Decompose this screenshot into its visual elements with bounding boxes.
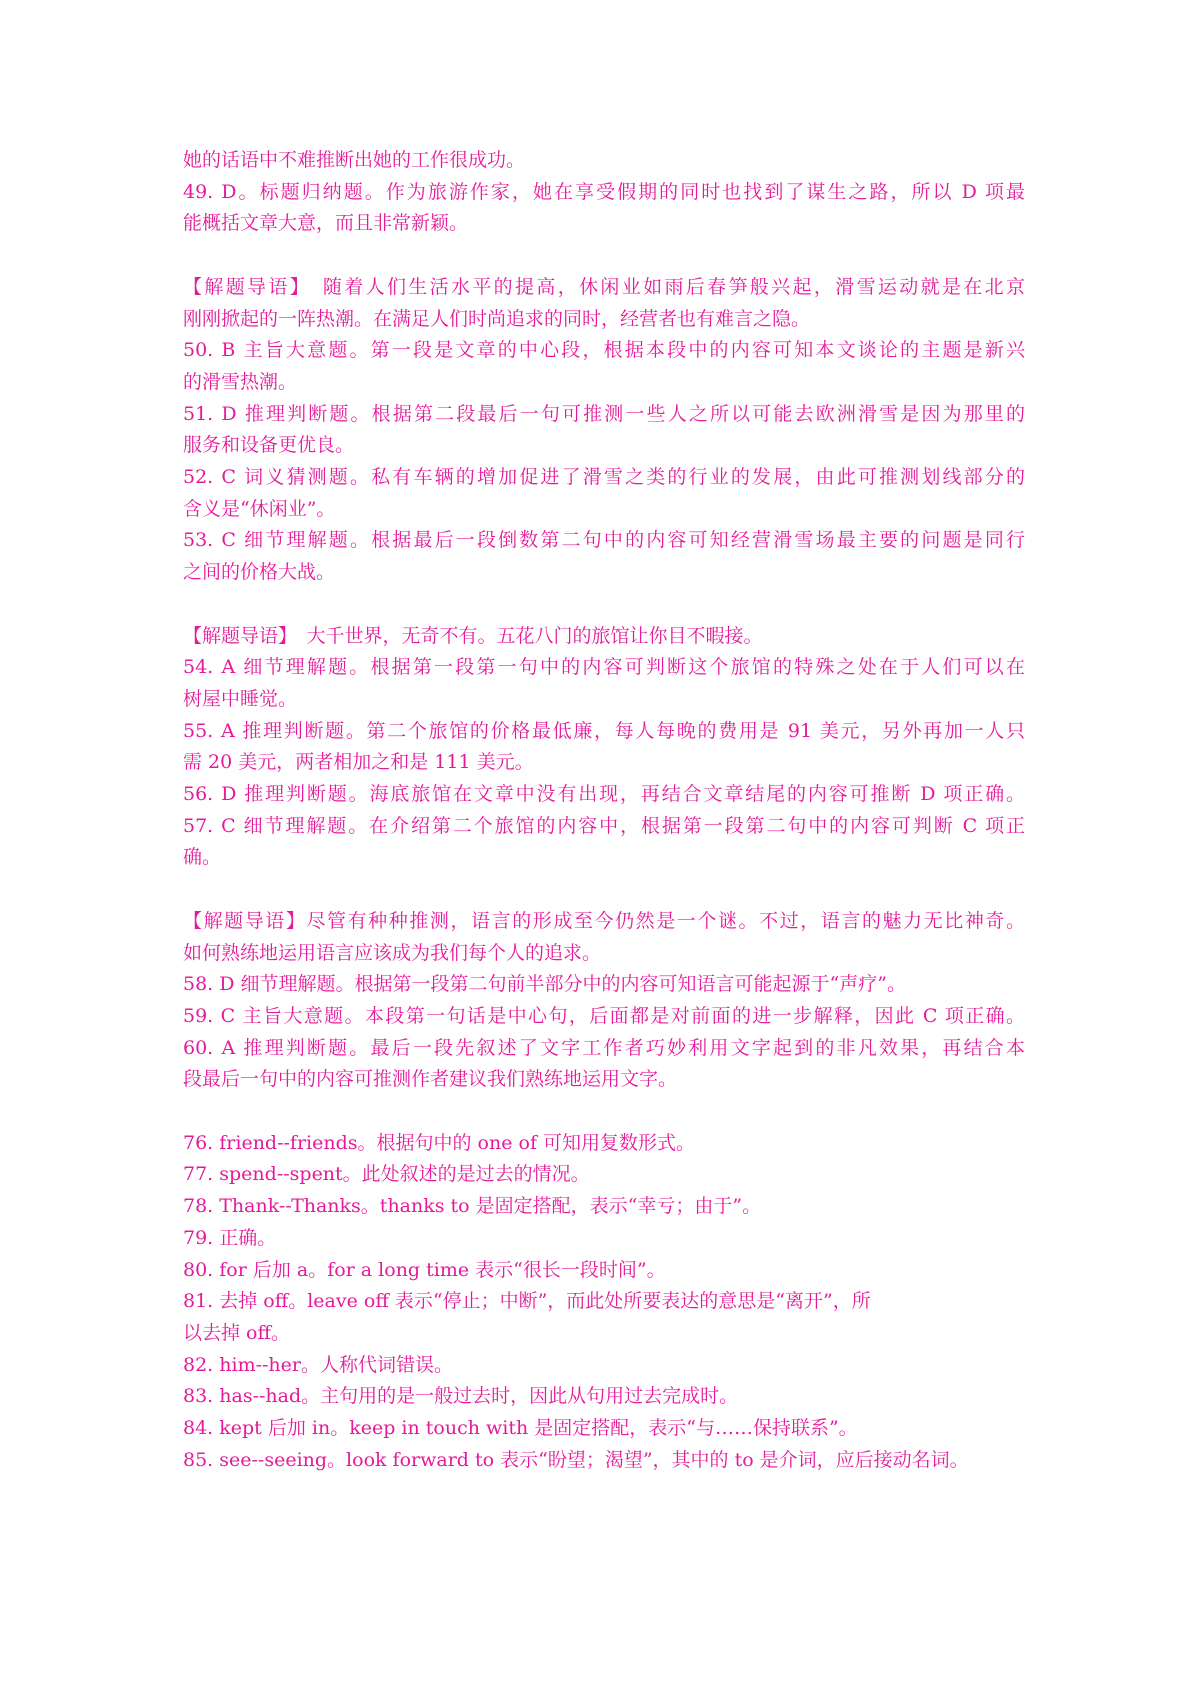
paragraph-gap [183,589,1025,621]
text-line: 57. C 细节理解题。在介绍第二个旅馆的内容中，根据第一段第二句中的内容可判断 C 项正 [183,814,1025,837]
text-line: 含义是“休闲业”。 [183,497,336,520]
text-line: 83. has--had。主句用的是一般过去时，因此从句用过去完成时。 [183,1385,739,1408]
text-line: 85. see--seeing。look forward to 表示“盼望；渴望”，其中的 to 是介词，应后接动名词。 [183,1448,969,1471]
text-line: 她的话语中不难推断出她的工作很成功。 [183,149,526,171]
text-line: 刚刚掀起的一阵热潮。在满足人们时尚追求的同时，经营者也有难言之隐。 [183,307,811,330]
answer-explanations [183,145,1025,1476]
text-line: 的滑雪热潮。 [183,370,298,393]
text-line: 53. C 细节理解题。根据最后一段倒数第二句中的内容可知经营滑雪场最主要的问题是同行 [183,529,1025,552]
text-line: 55. A 推理判断题。第二个旅馆的价格最低廉，每人每晚的费用是 91 美元，另外再加一人只 [183,719,1025,742]
text-line: 82. him--her。人称代词错误。 [183,1353,453,1376]
text-line: 【解题导语】尽管有种种推测，语言的形成至今仍然是一个谜。不过，语言的魅力无比神奇。 [183,909,1025,932]
text-line: 78. Thank--Thanks。thanks to 是固定搭配，表示“幸亏；由于”。 [183,1195,762,1218]
text-line: 76. friend--friends。根据句中的 one of 可知用复数形式。 [183,1131,696,1154]
paragraph-gap [183,1096,1025,1128]
text-line: 84. kept 后加 in。keep in touch with 是固定搭配，表示“与……保持联系”。 [183,1417,858,1440]
text-line: 【解题导语】 随着人们生活水平的提高，休闲业如雨后春笋般兴起，滑雪运动就是在北京 [183,275,1025,298]
text-line: 确。 [183,846,222,869]
text-line: 50. B 主旨大意题。第一段是文章的中心段，根据本段中的内容可知本文谈论的主题是新兴 [183,339,1025,362]
text-line: 52. C 词义猜测题。私有车辆的增加促进了滑雪之类的行业的发展，由此可推测划线部分的 [183,466,1025,489]
section-49 [183,145,1025,240]
text-line: 58. D 细节理解题。根据第一段第二句前半部分中的内容可知语言可能起源于“声疗”。 [183,973,906,996]
text-line: 树屋中睡觉。 [183,687,298,710]
text-line: 60. A 推理判断题。最后一段先叙述了文字工作者巧妙利用文字起到的非凡效果，再结合本 [183,1036,1025,1059]
text-line: 服务和设备更优良。 [183,434,355,457]
text-line: 59. C 主旨大意题。本段第一句话是中心句，后面都是对前面的进一步解释，因此 C 项正确。 [183,1004,1025,1027]
text-line: 需 20 美元，两者相加之和是 111 美元。 [183,751,534,774]
text-line: 56. D 推理判断题。海底旅馆在文章中没有出现，再结合文章结尾的内容可推断 D 项正确。 [183,783,1025,806]
text-line: 80. for 后加 a。for a long time 表示“很长一段时间”。 [183,1258,666,1281]
text-line: 81. 去掉 off。leave off 表示“停止；中断”，而此处所要表达的意思是“离开”，所 [183,1290,871,1313]
text-line: 77. spend--spent。此处叙述的是过去的情况。 [183,1163,590,1186]
section-54-57 [183,621,1025,875]
paragraph-gap [183,874,1025,906]
text-line: 51. D 推理判断题。根据第二段最后一句可推测一些人之所以可能去欧洲滑雪是因为那里的 [183,402,1025,425]
text-line: 【解题导语】 大千世界，无奇不有。五花八门的旅馆让你目不暇接。 [183,624,763,647]
text-line: 如何熟练地运用语言应该成为我们每个人的追求。 [183,941,602,964]
section-58-60 [183,906,1025,1096]
text-line: 之间的价格大战。 [183,561,336,584]
text-line: 79. 正确。 [183,1226,277,1249]
text-line: 以去掉 off。 [183,1321,290,1344]
paragraph-gap [183,240,1025,272]
section-76-85 [183,1128,1025,1477]
text-line: 49. D。标题归纳题。作为旅游作家，她在享受假期的同时也找到了谋生之路，所以 D 项最 [183,180,1025,203]
text-line: 段最后一句中的内容可推测作者建议我们熟练地运用文字。 [183,1068,678,1091]
text-line: 能概括文章大意，而且非常新颖。 [183,212,469,235]
section-50-53 [183,272,1025,589]
text-line: 54. A 细节理解题。根据第一段第一句中的内容可判断这个旅馆的特殊之处在于人们可以在 [183,656,1025,679]
